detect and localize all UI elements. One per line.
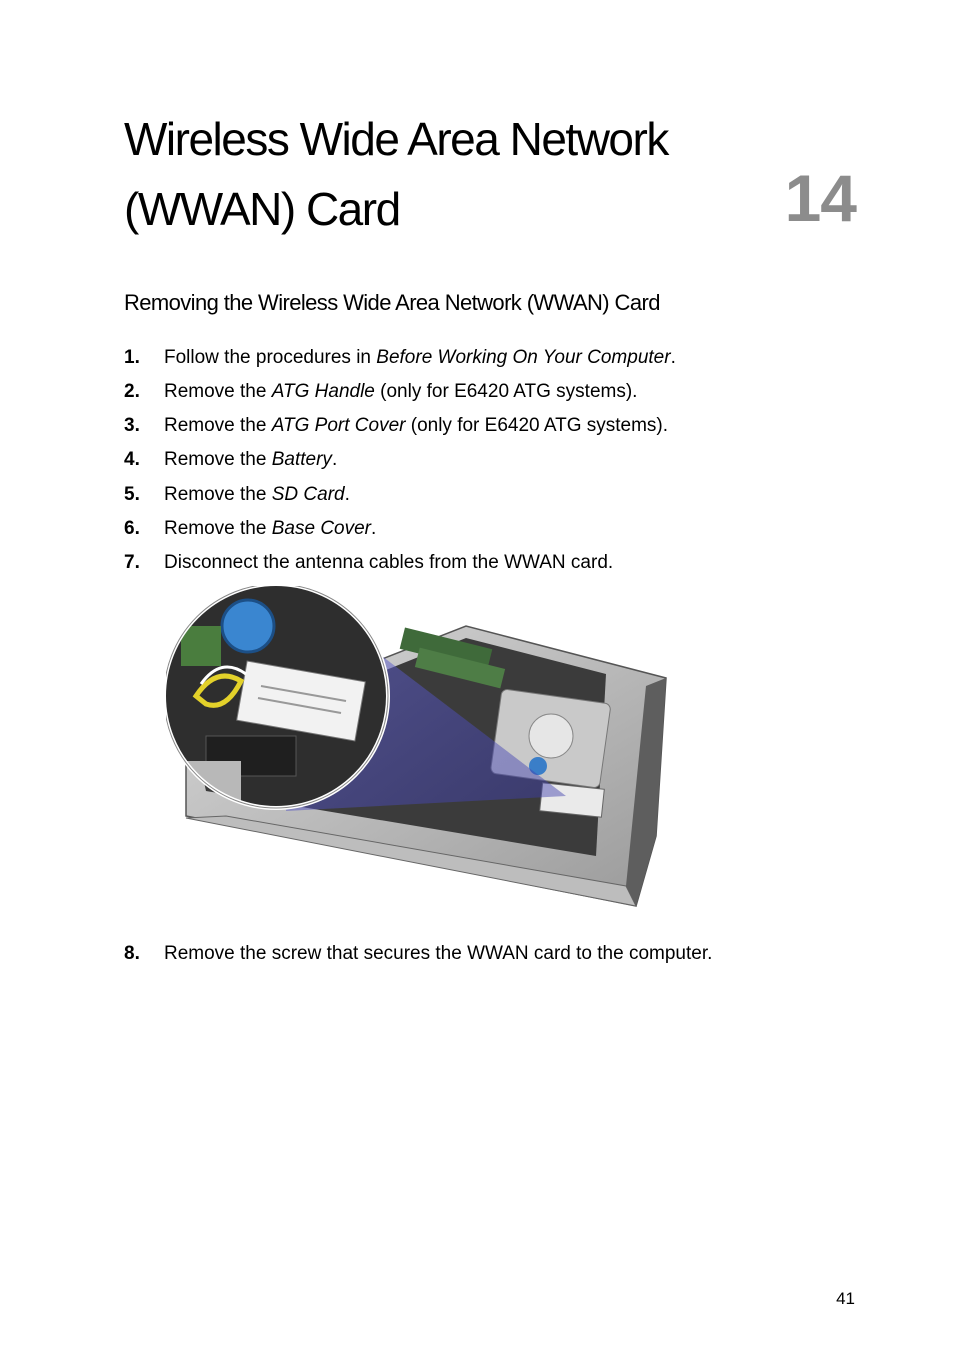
section-heading: Removing the Wireless Wide Area Network (WWAN) Card: [124, 290, 660, 315]
step-number: 3.: [124, 415, 140, 436]
step-link[interactable]: Base Cover: [271, 518, 372, 539]
step-number: 5.: [124, 484, 140, 505]
step-3: [124, 414, 668, 438]
step-text: Remove the: [164, 449, 272, 470]
step-number: 7.: [124, 552, 140, 573]
step-link[interactable]: Battery: [271, 449, 332, 470]
step-number: 1.: [124, 347, 140, 368]
step-1: [124, 346, 676, 370]
step-text-end: (only for E6420 ATG systems).: [374, 381, 638, 402]
step-4: [124, 448, 337, 472]
chapter-title: [124, 104, 764, 244]
step-text-end: .: [670, 347, 676, 368]
page-number: 41: [836, 1289, 855, 1308]
step-8: [124, 942, 712, 966]
step-text: Remove the screw that secures the WWAN card to the computer.: [164, 943, 713, 964]
step-text: Remove the: [164, 381, 272, 402]
step-text: Remove the: [164, 415, 272, 436]
step-text: Remove the: [164, 484, 272, 505]
step-text: Follow the procedures in: [164, 347, 377, 368]
step-text: Remove the: [164, 518, 272, 539]
step-number: 6.: [124, 518, 140, 539]
step-number: 2.: [124, 381, 140, 402]
step-2: [124, 380, 637, 404]
step-link[interactable]: Before Working On Your Computer: [376, 347, 671, 368]
wwan-card-figure: [166, 586, 672, 912]
step-7: [124, 551, 613, 575]
step-text-end: .: [331, 449, 338, 470]
chapter-title-line-1: Wireless Wide Area Network: [124, 113, 668, 165]
step-6: [124, 517, 376, 541]
chapter-number: 14: [784, 161, 856, 235]
step-text-end: .: [344, 484, 350, 505]
chapter-title-line-2: (WWAN) Card: [124, 183, 400, 235]
step-link[interactable]: ATG Port Cover: [271, 415, 406, 436]
step-text-end: .: [371, 518, 377, 539]
step-number: 4.: [124, 449, 140, 470]
step-5: [124, 483, 350, 507]
step-text-end: (only for E6420 ATG systems).: [405, 415, 669, 436]
step-number: 8.: [124, 943, 140, 964]
step-text: Disconnect the antenna cables from the WWAN card.: [164, 552, 614, 573]
step-link[interactable]: SD Card: [271, 484, 345, 505]
step-link[interactable]: ATG Handle: [271, 381, 375, 402]
